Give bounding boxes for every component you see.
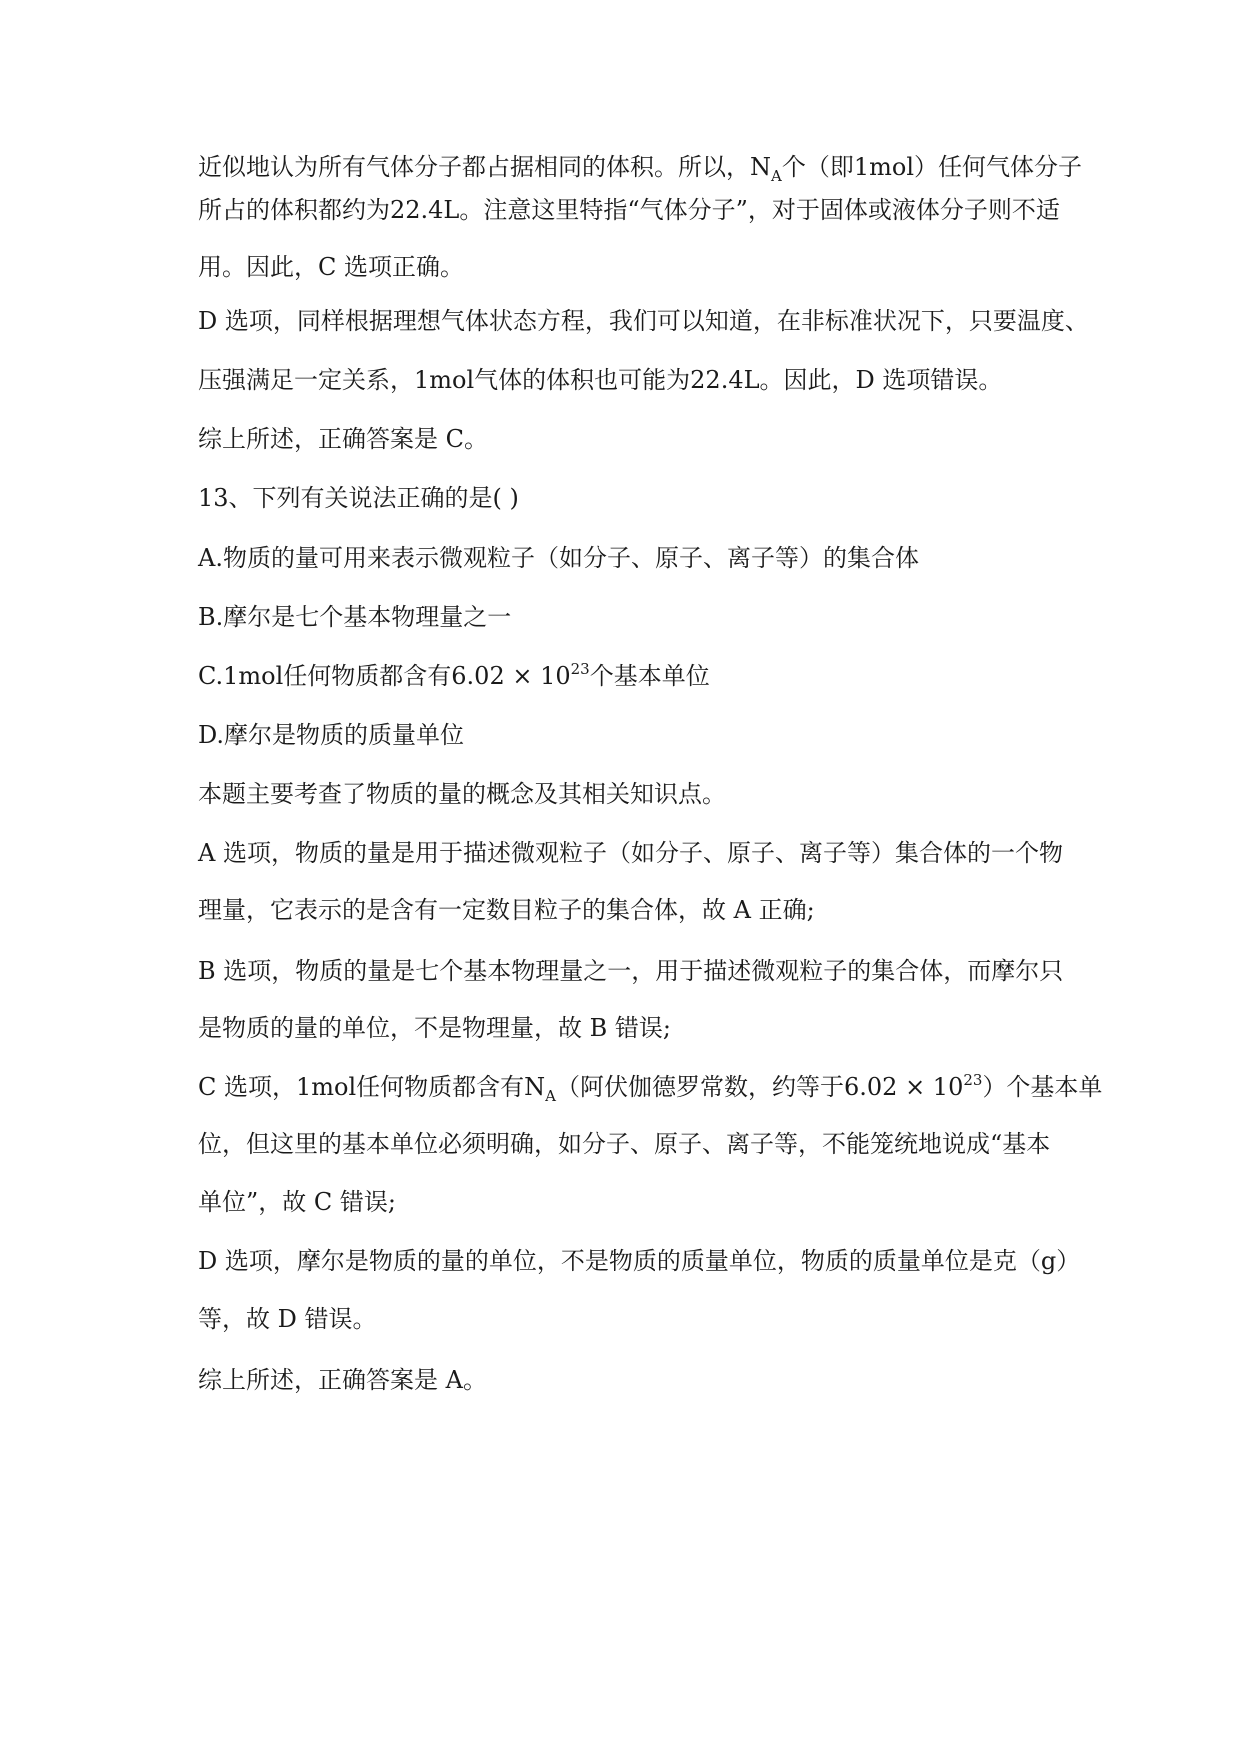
text-line-16: 是物质的量的单位，不是物理量，故 B 错误; (198, 1014, 671, 1042)
text-line-17: C 选项，1mol任何物质都含有$N_A$（阿伏伽德罗常数，约等于$6.02 \times 10^{23}$）个基本单 (198, 1071, 1103, 1105)
option-d: D.摩尔是物质的质量单位 (198, 721, 465, 749)
text-line-12: 本题主要考查了物质的量的概念及其相关知识点。 (198, 780, 726, 808)
question-13-stem: 13、下列有关说法正确的是( ) (198, 484, 519, 512)
text-line-6: 综上所述，正确答案是 C。 (198, 425, 488, 453)
superscript-23: 23 (570, 660, 590, 678)
option-b: B.摩尔是七个基本物理量之一 (198, 603, 512, 631)
text-line-1: 近似地认为所有气体分子都占据相同的体积。所以，$N_A$个（即1mol）任何气体分子 (198, 153, 1082, 185)
text-line-3: 用。因此，C 选项正确。 (198, 253, 464, 281)
subscript-a: A (545, 1087, 556, 1105)
text-line-21: 等，故 D 错误。 (198, 1305, 377, 1333)
text-line-18: 位，但这里的基本单位必须明确，如分子、原子、离子等，不能笼统地说成“基本 (198, 1130, 1051, 1158)
text-line-5: 压强满足一定关系，1mol气体的体积也可能为22.4L。因此，D 选项错误。 (198, 366, 1003, 394)
text-line-14: 理量，它表示的是含有一定数目粒子的集合体，故 A 正确; (198, 896, 815, 924)
superscript-23: 23 (963, 1071, 983, 1089)
text-line-2: 所占的体积都约为22.4L。注意这里特指“气体分子”，对于固体或液体分子则不适 (198, 196, 1060, 224)
subscript-a: A (771, 167, 782, 185)
option-c: C.1mol任何物质都含有$6.02 \times 10^{23}$个基本单位 (198, 660, 710, 690)
text-line-13: A 选项，物质的量是用于描述微观粒子（如分子、原子、离子等）集合体的一个物 (198, 839, 1063, 867)
option-a: A.物质的量可用来表示微观粒子（如分子、原子、离子等）的集合体 (198, 544, 919, 572)
text-line-22: 综上所述，正确答案是 A。 (198, 1366, 487, 1394)
text-line-4: D 选项，同样根据理想气体状态方程，我们可以知道，在非标准状况下，只要温度、 (198, 307, 1089, 335)
text-line-15: B 选项，物质的量是七个基本物理量之一，用于描述微观粒子的集合体，而摩尔只 (198, 957, 1064, 985)
text-line-20: D 选项，摩尔是物质的量的单位，不是物质的质量单位，物质的质量单位是克（g） (198, 1247, 1081, 1275)
text-line-19: 单位”，故 C 错误; (198, 1188, 396, 1216)
